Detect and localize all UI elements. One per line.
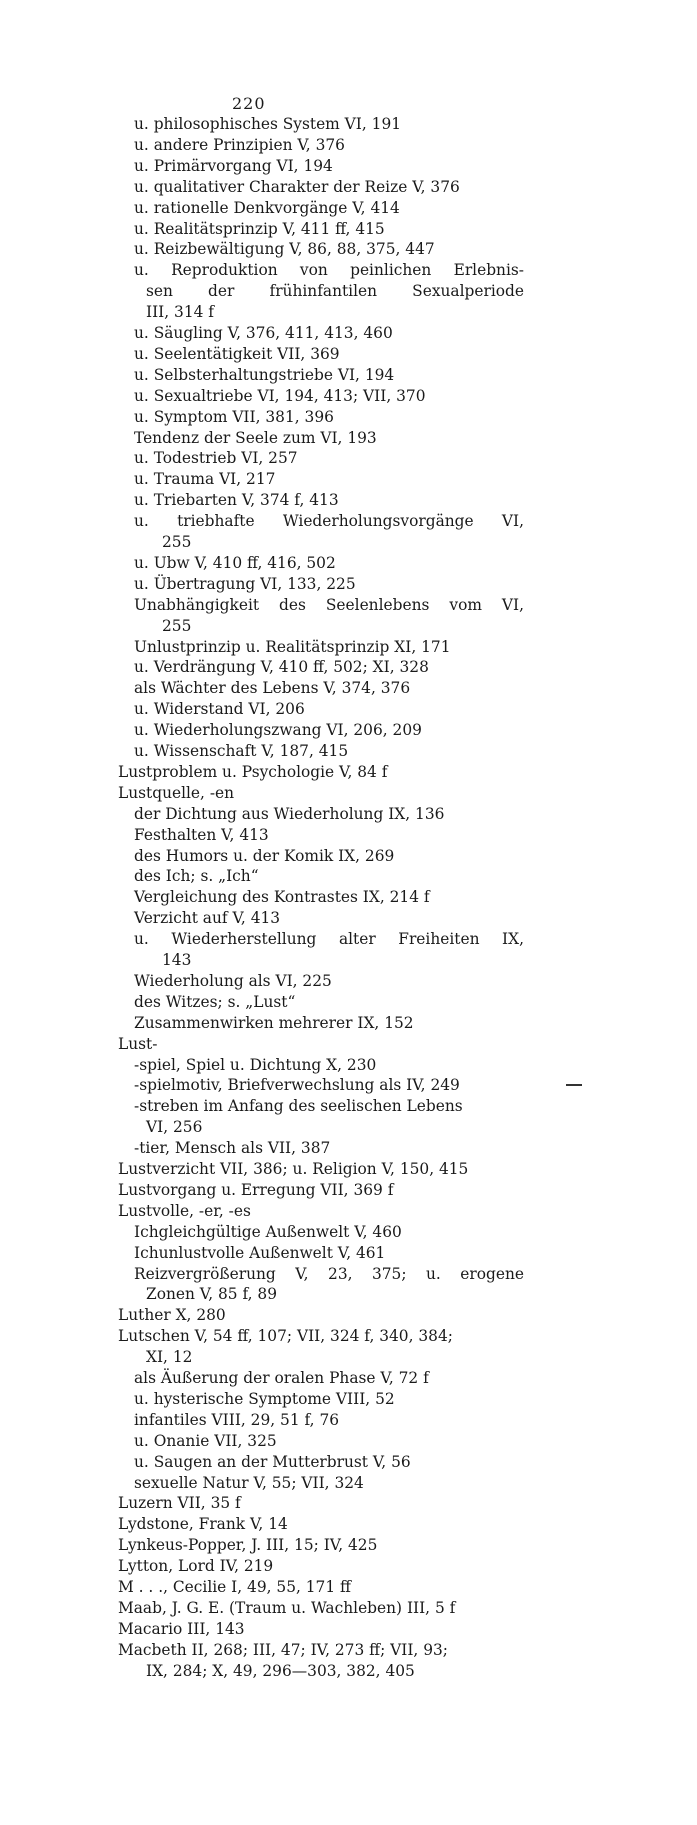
index-subentry: 255 — [162, 533, 192, 551]
index-entry: Lustvolle, -er, -es — [118, 1201, 251, 1220]
index-subentry: u. Symptom VII, 381, 396 — [134, 407, 334, 426]
index-subentry: -streben im Anfang des seelischen Lebens — [134, 1097, 463, 1116]
index-subentry: u. philosophisches System VI, 191 — [134, 115, 402, 133]
index-subentry: Zonen V, 85 f, 89 — [146, 1285, 277, 1304]
index-subentry: als Wächter des Lebens V, 374, 376 — [134, 679, 411, 698]
index-subentry: u. andere Prinzipien V, 376 — [134, 135, 345, 154]
index-subentry: u. Wiederherstellung alter Freiheiten IX, — [134, 930, 524, 949]
index-entry: Maab, J. G. E. (Traum u. Wachleben) III, 5 f — [118, 1598, 456, 1617]
index-subentry: 255 — [162, 616, 192, 635]
index-subentry: u. Todestrieb VI, 257 — [134, 449, 298, 468]
index-subentry: Reizvergrößerung V, 23, 375; u. erogene — [134, 1264, 524, 1283]
index-subentry: Tendenz der Seele zum VI, 193 — [134, 428, 377, 447]
index-subentry: u. rationelle Denkvorgänge V, 414 — [134, 198, 400, 217]
index-entry: Lust- — [118, 1034, 158, 1053]
index-subentry: u. Selbsterhaltungstriebe VI, 194 — [134, 365, 395, 384]
index-subentry: u. Wiederholungszwang VI, 206, 209 — [134, 721, 422, 740]
index-subentry: u. Verdrängung V, 410 ff, 502; XI, 328 — [134, 658, 429, 677]
index-subentry: -spiel, Spiel u. Dichtung X, 230 — [134, 1055, 377, 1074]
index-entry: Lustvorgang u. Erregung VII, 369 f — [118, 1180, 394, 1199]
index-subentry: -tier, Mensch als VII, 387 — [134, 1139, 331, 1158]
index-subentry: -spielmotiv, Briefverwechslung als IV, 249 — [134, 1076, 460, 1095]
index-subentry: u. Übertragung VI, 133, 225 — [134, 574, 356, 593]
index-subentry: u. hysterische Symptome VIII, 52 — [134, 1389, 395, 1408]
index-subentry: XI, 12 — [146, 1348, 193, 1367]
index-entry: Macbeth II, 268; III, 47; IV, 273 ff; VII, 93; — [118, 1640, 448, 1659]
index-subentry: u. Onanie VII, 325 — [134, 1431, 277, 1450]
index-subentry: Wiederholung als VI, 225 — [134, 971, 332, 990]
index-entry: Luzern VII, 35 f — [118, 1494, 241, 1513]
index-subentry: u. Reizbewältigung V, 86, 88, 375, 447 — [134, 240, 435, 259]
index-entry: Lustproblem u. Psychologie V, 84 f — [118, 762, 388, 781]
index-subentry: Ichgleichgültige Außenwelt V, 460 — [134, 1222, 402, 1241]
index-subentry: als Äußerung der oralen Phase V, 72 f — [134, 1369, 429, 1387]
index-subentry: u. Seelentätigkeit VII, 369 — [134, 344, 340, 363]
index-subentry: u. Sexualtriebe VI, 194, 413; VII, 370 — [134, 386, 426, 405]
index-subentry: Zusammenwirken mehrerer IX, 152 — [134, 1013, 414, 1032]
index-subentry: Festhalten V, 413 — [134, 825, 269, 844]
index-entry: Luther X, 280 — [118, 1306, 226, 1325]
index-entry: Lydstone, Frank V, 14 — [118, 1515, 288, 1534]
index-subentry: Verzicht auf V, 413 — [134, 909, 281, 928]
index-entry: Macario III, 143 — [118, 1619, 245, 1638]
index-subentry: Vergleichung des Kontrastes IX, 214 f — [134, 888, 430, 907]
index-subentry: sexuelle Natur V, 55; VII, 324 — [134, 1473, 364, 1492]
index-subentry: u. Triebarten V, 374 f, 413 — [134, 491, 339, 510]
index-subentry: infantiles VIII, 29, 51 f, 76 — [134, 1410, 340, 1429]
index-subentry: u. triebhafte Wiederholungsvorgänge VI, — [134, 512, 524, 531]
index-subentry: u. Säugling V, 376, 411, 413, 460 — [134, 324, 393, 342]
index-subentry: VI, 256 — [146, 1118, 203, 1137]
index-subentry: u. Realitätsprinzip V, 411 ff, 415 — [134, 219, 385, 238]
margin-mark — [566, 1084, 582, 1086]
index-entry: Lustverzicht VII, 386; u. Religion V, 150, 415 — [118, 1160, 469, 1178]
page-number: 220 — [232, 94, 266, 113]
index-subentry: Unabhängigkeit des Seelenlebens vom VI, — [134, 595, 524, 614]
index-entry: M . . ., Cecilie I, 49, 55, 171 ff — [118, 1578, 351, 1596]
index-entry: Lynkeus-Popper, J. III, 15; IV, 425 — [118, 1536, 378, 1555]
index-subentry: III, 314 f — [146, 303, 214, 322]
index-subentry: u. Widerstand VI, 206 — [134, 700, 305, 719]
index-subentry: sen der frühinfantilen Sexualperiode — [146, 282, 524, 301]
index-subentry: u. Wissenschaft V, 187, 415 — [134, 742, 349, 760]
index-subentry: 143 — [162, 951, 192, 969]
index-subentry: u. Trauma VI, 217 — [134, 470, 276, 489]
index-subentry: des Humors u. der Komik IX, 269 — [134, 846, 395, 865]
index-subentry: des Witzes; s. „Lust“ — [134, 992, 296, 1011]
index-subentry: des Ich; s. „Ich“ — [134, 867, 259, 886]
index-subentry: IX, 284; X, 49, 296—303, 382, 405 — [146, 1661, 415, 1680]
index-subentry: u. qualitativer Charakter der Reize V, 376 — [134, 177, 460, 196]
index-subentry: u. Saugen an der Mutterbrust V, 56 — [134, 1452, 411, 1471]
index-subentry: u. Primärvorgang VI, 194 — [134, 156, 333, 175]
index-subentry: Ichunlustvolle Außenwelt V, 461 — [134, 1243, 386, 1262]
index-subentry: u. Reproduktion von peinlichen Erlebnis- — [134, 261, 524, 280]
index-subentry: Unlustprinzip u. Realitätsprinzip XI, 171 — [134, 637, 451, 656]
index-entry: Lytton, Lord IV, 219 — [118, 1557, 274, 1576]
index-subentry: u. Ubw V, 410 ff, 416, 502 — [134, 553, 336, 572]
index-subentry: der Dichtung aus Wiederholung IX, 136 — [134, 804, 445, 823]
index-entry: Lutschen V, 54 ff, 107; VII, 324 f, 340, 384; — [118, 1327, 453, 1346]
index-entry: Lustquelle, -en — [118, 783, 235, 802]
